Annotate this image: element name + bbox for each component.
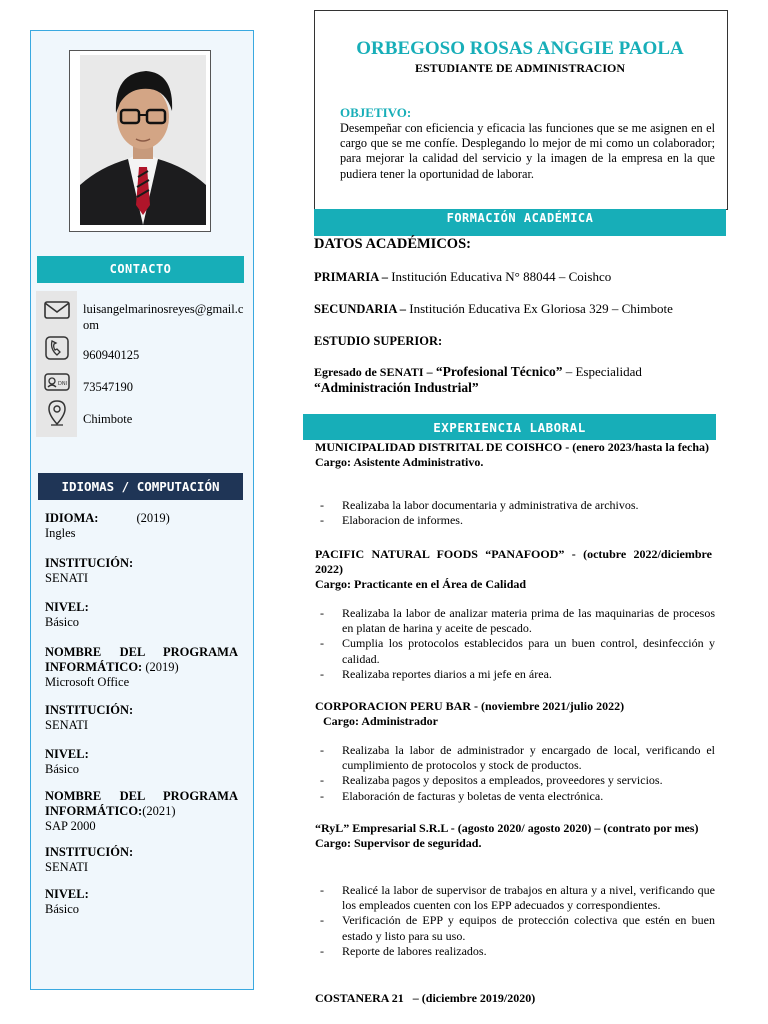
list-item: - Reporte de labores realizados.	[315, 944, 715, 959]
contact-city: Chimbote	[83, 412, 133, 426]
contact-icons-column	[36, 291, 77, 437]
institution-entry-1	[45, 556, 238, 586]
program-entry-1	[45, 645, 238, 690]
job-bullets-4	[315, 883, 715, 959]
profile-photo	[80, 55, 206, 225]
contact-email	[83, 301, 251, 333]
job-title-5: COSTANERA 21 – (diciembre 2019/2020)	[315, 991, 536, 1005]
institution-label-2: INSTITUCIÓN:	[45, 703, 134, 717]
list-item: - Elaboración de facturas y boletas de venta electrónica.	[315, 789, 715, 804]
education-superior	[314, 333, 442, 349]
program-year-2: (2021)	[142, 804, 176, 818]
level-value-1: Básico	[45, 615, 80, 629]
idioma-label: IDIOMA:	[45, 511, 99, 525]
senati-mid: – Especialidad	[565, 364, 642, 379]
program-label-b: INFORMÁTICO:	[45, 660, 143, 674]
program-entry-2	[45, 789, 238, 834]
senati-title: “Profesional Técnico”	[435, 364, 563, 379]
id-card-icon	[36, 371, 77, 398]
list-item: - Realizaba pagos y depositos a empleados, proveedores y servicios.	[315, 773, 715, 788]
senati-specialty: “Administración Industrial”	[314, 380, 479, 395]
primaria-value: Institución Educativa N° 88044 – Coishco	[391, 269, 612, 284]
contact-phone: 960940125	[83, 348, 140, 362]
contact-section-title: CONTACTO	[37, 256, 244, 283]
contact-email-line1: luisangelmarinosreyes@gmail.c	[83, 302, 244, 316]
idioma-value: Ingles	[45, 526, 76, 540]
program-label-b-2: INFORMÁTICO:	[45, 804, 143, 818]
list-item: - Elaboracion de informes.	[315, 513, 715, 528]
job-title	[315, 440, 712, 470]
job-title	[315, 821, 712, 851]
contact-dni: 73547190	[83, 380, 133, 394]
skills-section-title: IDIOMAS / COMPUTACIÓN	[38, 473, 243, 500]
secundaria-label: SECUNDARIA –	[314, 302, 407, 316]
list-item: - Verificación de EPP y equipos de protección colectiva que estén en buen estado y listo para su uso.	[315, 913, 715, 943]
svg-text:DNI: DNI	[57, 381, 67, 387]
institution-label: INSTITUCIÓN:	[45, 556, 134, 570]
candidate-career: ESTUDIANTE DE ADMINISTRACION	[414, 61, 626, 75]
objective-title: OBJETIVO:	[340, 105, 412, 120]
job-title-1: MUNICIPALIDAD DISTRITAL DE COISHCO - (enero 2023/hasta la fecha)	[315, 440, 710, 454]
job-title-3: CORPORACION PERU BAR - (noviembre 2021/julio 2022)	[315, 699, 625, 713]
education-senati	[314, 364, 714, 396]
institution-value-2: SENATI	[45, 718, 89, 732]
superior-label: ESTUDIO SUPERIOR:	[314, 334, 443, 348]
candidate-name: ORBEGOSO ROSAS ANGGIE PAOLA	[356, 38, 684, 59]
job-title	[315, 547, 712, 592]
level-entry-2	[45, 747, 238, 777]
list-item: - Realizaba la labor de administrador y encargado de local, verificando el cumplimiento de protocolos y stock de productos.	[315, 743, 715, 773]
idioma-year: (2019)	[136, 511, 170, 525]
job-bullets-3	[315, 743, 715, 804]
institution-value-1: SENATI	[45, 571, 89, 585]
program-label-a: NOMBRE DEL PROGRAMA	[45, 645, 238, 659]
level-value-3: Básico	[45, 902, 80, 916]
job-cargo-4: Cargo: Supervisor de seguridad.	[315, 836, 482, 850]
job-bullets-2	[315, 606, 715, 682]
objective-text: Desempeñar con eficiencia y eficacia las funciones que se me asignen en el cargo que se me confíe. Desplegando lo mejor de mi como un colaborador; para mejorar la calidad del servicio y la imagen de la empresa en la que pudiera tener la oportunidad de laborar.	[340, 121, 715, 181]
program-label-a-2: NOMBRE DEL PROGRAMA	[45, 789, 238, 803]
education-section-title: FORMACIÓN ACADÉMICA	[314, 209, 726, 236]
job-cargo-1: Cargo: Asistente Administrativo.	[315, 455, 484, 469]
job-cargo-3: Cargo: Administrador	[323, 714, 438, 728]
education-heading: DATOS ACADÉMICOS:	[314, 236, 471, 252]
list-item: - Realizaba la labor documentaria y administrativa de archivos.	[315, 498, 715, 513]
job-title-4: “RyL” Empresarial S.R.L - (agosto 2020/ agosto 2020) – (contrato por mes)	[315, 821, 699, 835]
experience-section-title: EXPERIENCIA LABORAL	[303, 414, 716, 440]
primaria-label: PRIMARIA –	[314, 270, 388, 284]
level-value-2: Básico	[45, 762, 80, 776]
phone-icon	[36, 335, 77, 366]
secundaria-value: Institución Educativa Ex Gloriosa 329 – Chimbote	[409, 301, 673, 316]
senati-label: Egresado de SENATI –	[314, 365, 433, 379]
level-entry-3	[45, 887, 238, 917]
education-primaria	[314, 269, 611, 285]
location-icon	[36, 399, 77, 432]
list-item: - Realicé la labor de supervisor de trabajos en altura y a nivel, verificando que los empleados cuenten con los EPP adecuados y correspondientes.	[315, 883, 715, 913]
program-value-2: SAP 2000	[45, 819, 96, 833]
program-value-1: Microsoft Office	[45, 675, 130, 689]
language-entry	[45, 511, 238, 541]
list-item: - Realizaba la labor de analizar materia prima de las maquinarias de procesos en platan de harina y aceite de pescado.	[315, 606, 715, 636]
institution-value-3: SENATI	[45, 860, 89, 874]
job-bullets-1	[315, 498, 715, 528]
contact-email-line2: om	[83, 318, 99, 332]
institution-label-3: INSTITUCIÓN:	[45, 845, 134, 859]
institution-entry-2	[45, 703, 238, 733]
level-label-3: NIVEL:	[45, 887, 89, 901]
job-cargo-2: Cargo: Practicante en el Área de Calidad	[315, 577, 527, 591]
job-title	[315, 699, 712, 729]
list-item: - Cumplia los protocolos establecidos para un buen control, desinfección y calidad.	[315, 636, 715, 666]
level-label: NIVEL:	[45, 600, 89, 614]
level-entry-1	[45, 600, 238, 630]
job-title-2: PACIFIC NATURAL FOODS “PANAFOOD” - (octubre 2022/diciembre 2022)	[315, 547, 712, 576]
education-secundaria	[314, 301, 673, 317]
program-year-1: (2019)	[145, 660, 179, 674]
institution-entry-3	[45, 845, 238, 875]
list-item: - Realizaba reportes diarios a mi jefe en área.	[315, 667, 715, 682]
email-icon	[36, 297, 77, 328]
level-label-2: NIVEL:	[45, 747, 89, 761]
